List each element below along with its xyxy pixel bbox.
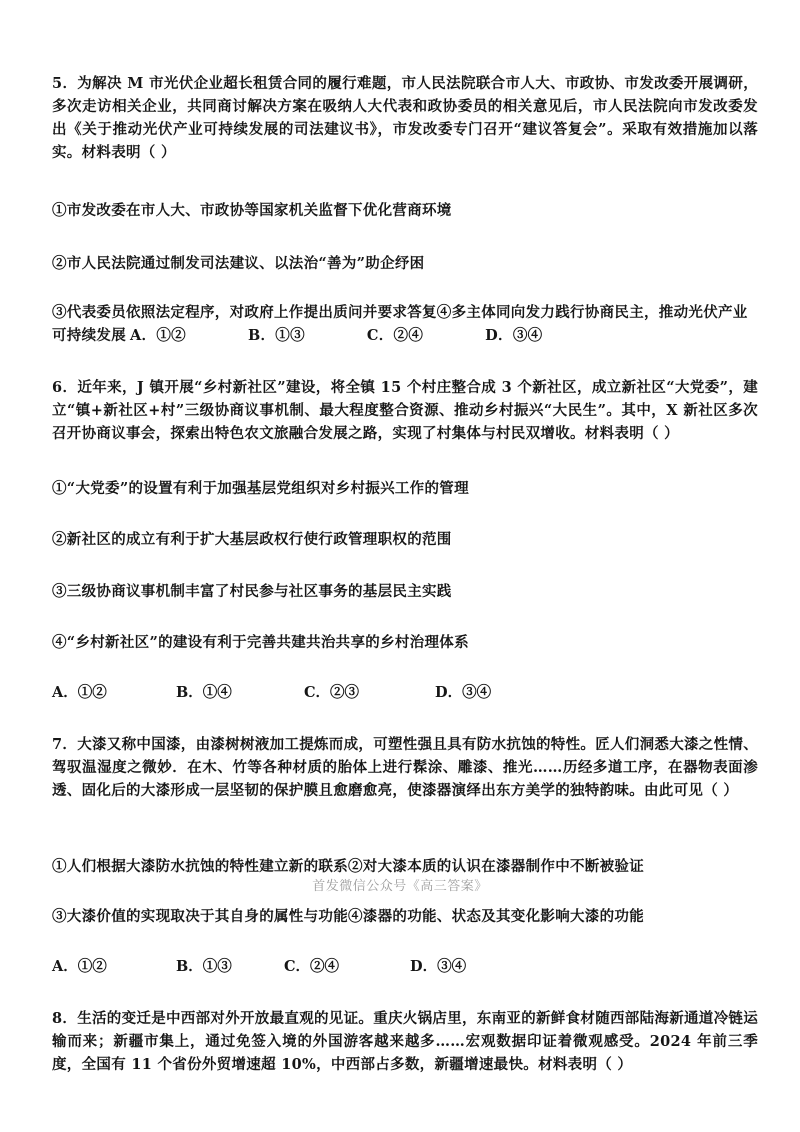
question-6-options [52, 682, 652, 704]
question-5-option-b[interactable]: B．①③ [247, 327, 305, 344]
question-7-option-c[interactable]: C．②④ [284, 958, 340, 975]
question-5-statement-3-4-text: ③代表委员依照法定程序，对政府上作提出质问并要求答复④多主体同向发力践行协商民主，推动光伏产业可持续发展 [52, 304, 748, 344]
question-6-statement-1: ①“大党委”的设置有利于加强基层党组织对乡村振兴工作的管理 [52, 480, 469, 497]
question-6-option-b[interactable]: B．①④ [176, 684, 232, 701]
question-6-statement-4: ④“乡村新社区”的建设有利于完善共建共治共享的乡村治理体系 [52, 634, 469, 651]
question-6-statement-2: ②新社区的成立有利于扩大基层政权行使行政管理职权的范围 [52, 531, 452, 548]
question-5-option-d[interactable]: D．③④ [485, 327, 543, 344]
question-6-option-d[interactable]: D．③④ [435, 684, 492, 701]
question-7-option-a[interactable]: A．①② [52, 958, 107, 975]
question-7-options [52, 956, 652, 978]
question-6-option-a[interactable]: A．①② [52, 684, 107, 701]
question-5-statement-2: ②市人民法院通过制发司法建议、以法治“善为”助企纾困 [52, 255, 425, 272]
question-8-stem: 8．生活的变迁是中西部对外开放最直观的见证。重庆火锅店里，东南亚的新鲜食材随西部陆海新通道冷链运输而来；新疆市集上，通过免签入境的外国游客越来越多……宏观数据印证着微观感受。2024 年前三季度，全国有 11 个省份外贸增速超 10%，中西部占多数，新疆增速最快。材料表明（ ） [52, 1010, 758, 1073]
question-7-statement-3-4: ③大漆价值的实现取决于其自身的属性与功能④漆器的功能、状态及其变化影响大漆的功能 [52, 908, 644, 925]
question-6-option-c[interactable]: C．②③ [304, 684, 360, 701]
question-7-option-d[interactable]: D．③④ [410, 958, 467, 975]
question-5-stem: 5．为解决 M 市光伏企业超长租赁合同的履行难题，市人民法院联合市人大、市政协、市发改委开展调研，多次走访相关企业，共同商讨解决方案在吸纳人大代表和政协委员的相关意见后，市人民法院向市发改委发出《关于推动光伏产业可持续发展的司法建议书》，市发改委专门召开“建议答复会”。采取有效措施加以落实。材料表明（ ） [52, 75, 758, 161]
question-6-stem: 6．近年来，J 镇开展“乡村新社区”建设，将全镇 15 个村庄整合成 3 个新社区，成立新社区“大党委”，建立“镇+新社区+村”三级协商议事机制、最大程度整合资源、推动乡村振兴“大民生”。其中，X 新社区多次召开协商议事会，探索出特色农文旅融合发展之路，实现了村集体与村民双增收。材料表明（ ） [52, 379, 758, 442]
question-6-statement-3: ③三级协商议事机制丰富了村民参与社区事务的基层民主实践 [52, 583, 452, 600]
watermark-text: 首发微信公众号《高三答案》 [312, 879, 488, 894]
question-5-options [126, 327, 542, 344]
question-5-statement-3-4 [52, 301, 758, 347]
question-7-statement-1-2: ①人们根据大漆防水抗蚀的特性建立新的联系②对大漆本质的认识在漆器制作中不断被验证 [52, 858, 644, 875]
question-5-option-a[interactable]: A．①② [130, 327, 186, 344]
question-5-statement-1: ①市发改委在市人大、市政协等国家机关监督下优化营商环境 [52, 202, 452, 219]
question-7-option-b[interactable]: B．①③ [176, 958, 232, 975]
question-5-option-c[interactable]: C．②④ [366, 327, 424, 344]
question-7-stem: 7．大漆又称中国漆，由漆树树液加工提炼而成，可塑性强且具有防水抗蚀的特性。匠人们洞悉大漆之性情、驾驭温湿度之微妙．在木、竹等各种材质的胎体上进行髹涂、雕漆、推光……历经多道工序，在器物表面渗透、固化后的大漆形成一层坚韧的保护膜且愈磨愈亮，使漆器演绎出东方美学的独特韵味。由此可见（ ） [52, 736, 758, 799]
